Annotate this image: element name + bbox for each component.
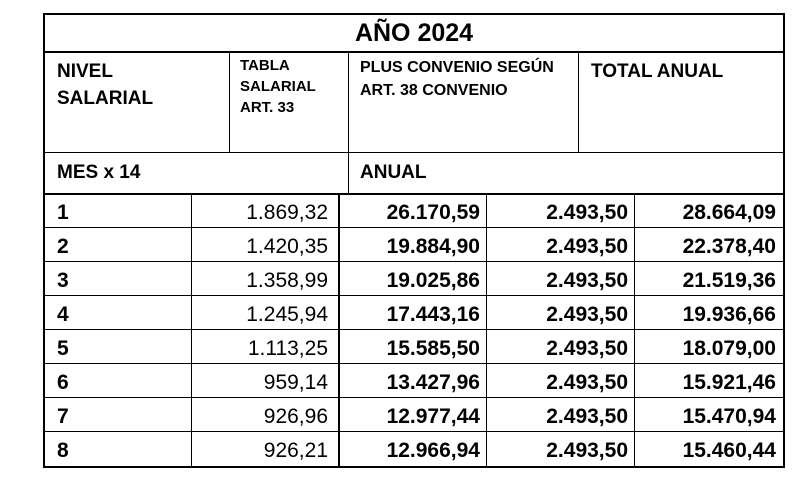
subheader-divider xyxy=(43,193,785,195)
row-divider xyxy=(43,431,785,432)
cell-nivel: 6 xyxy=(57,371,69,394)
subheader-mes: MES x 14 xyxy=(57,162,141,183)
subheader-anual: ANUAL xyxy=(360,162,427,183)
row-divider xyxy=(43,363,785,364)
cell-nivel: 8 xyxy=(57,439,69,462)
cell-nivel: 3 xyxy=(57,269,69,292)
cell-anual: 12.977,44 xyxy=(386,405,480,428)
cell-total: 19.936,66 xyxy=(682,303,776,326)
table-border-bottom xyxy=(43,466,785,468)
cell-mes: 1.358,99 xyxy=(246,269,328,292)
header-tabla-line1: TABLA xyxy=(240,57,290,74)
cell-anual: 19.884,90 xyxy=(386,235,480,258)
cell-total: 15.460,44 xyxy=(682,439,776,462)
cell-nivel: 7 xyxy=(57,405,69,428)
cell-plus: 2.493,50 xyxy=(546,201,628,224)
cell-total: 28.664,09 xyxy=(682,201,776,224)
salary-table xyxy=(43,13,785,468)
cell-nivel: 5 xyxy=(57,337,69,360)
col-divider xyxy=(348,52,349,194)
table-border-left xyxy=(43,13,45,468)
header-divider xyxy=(43,152,785,153)
table-border-top xyxy=(43,13,785,15)
cell-mes: 926,21 xyxy=(263,439,328,462)
header-total-anual: TOTAL ANUAL xyxy=(591,61,724,82)
cell-mes: 1.869,32 xyxy=(246,201,328,224)
cell-total: 18.079,00 xyxy=(682,337,776,360)
cell-nivel: 2 xyxy=(57,235,69,258)
cell-mes: 1.420,35 xyxy=(246,235,328,258)
cell-anual: 15.585,50 xyxy=(386,337,480,360)
cell-plus: 2.493,50 xyxy=(546,405,628,428)
cell-total: 15.470,94 xyxy=(682,405,776,428)
cell-mes: 1.113,25 xyxy=(247,337,328,360)
cell-anual: 17.443,16 xyxy=(386,303,480,326)
cell-mes: 926,96 xyxy=(263,405,328,428)
header-tabla-line3: ART. 33 xyxy=(240,99,295,116)
row-divider xyxy=(43,295,785,296)
cell-plus: 2.493,50 xyxy=(546,439,628,462)
col-divider xyxy=(578,52,579,153)
cell-total: 15.921,46 xyxy=(682,371,776,394)
col-divider xyxy=(229,52,230,153)
header-plus-line1: PLUS CONVENIO SEGÚN xyxy=(360,59,554,76)
cell-anual: 13.427,96 xyxy=(386,371,480,394)
col-divider xyxy=(191,194,192,467)
header-tabla-line2: SALARIAL xyxy=(240,78,316,95)
cell-anual: 12.966,94 xyxy=(386,439,480,462)
cell-plus: 2.493,50 xyxy=(546,269,628,292)
header-nivel-line2: SALARIAL xyxy=(57,88,154,109)
cell-plus: 2.493,50 xyxy=(546,371,628,394)
header-plus-line2: ART. 38 CONVENIO xyxy=(360,82,508,99)
title-divider xyxy=(43,51,785,53)
cell-anual: 19.025,86 xyxy=(386,269,480,292)
cell-plus: 2.493,50 xyxy=(546,337,628,360)
cell-mes: 1.245,94 xyxy=(246,303,328,326)
cell-anual: 26.170,59 xyxy=(386,201,480,224)
cell-total: 21.519,36 xyxy=(682,269,776,292)
cell-nivel: 4 xyxy=(57,303,69,326)
cell-plus: 2.493,50 xyxy=(546,303,628,326)
row-divider xyxy=(43,397,785,398)
cell-mes: 959,14 xyxy=(263,371,328,394)
cell-plus: 2.493,50 xyxy=(546,235,628,258)
table-title: AÑO 2024 xyxy=(354,19,474,47)
row-divider xyxy=(43,329,785,330)
header-nivel-line1: NIVEL xyxy=(57,61,113,82)
table-border-right xyxy=(783,13,785,468)
cell-total: 22.378,40 xyxy=(682,235,776,258)
row-divider xyxy=(43,261,785,262)
cell-nivel: 1 xyxy=(57,201,69,224)
row-divider xyxy=(43,227,785,228)
